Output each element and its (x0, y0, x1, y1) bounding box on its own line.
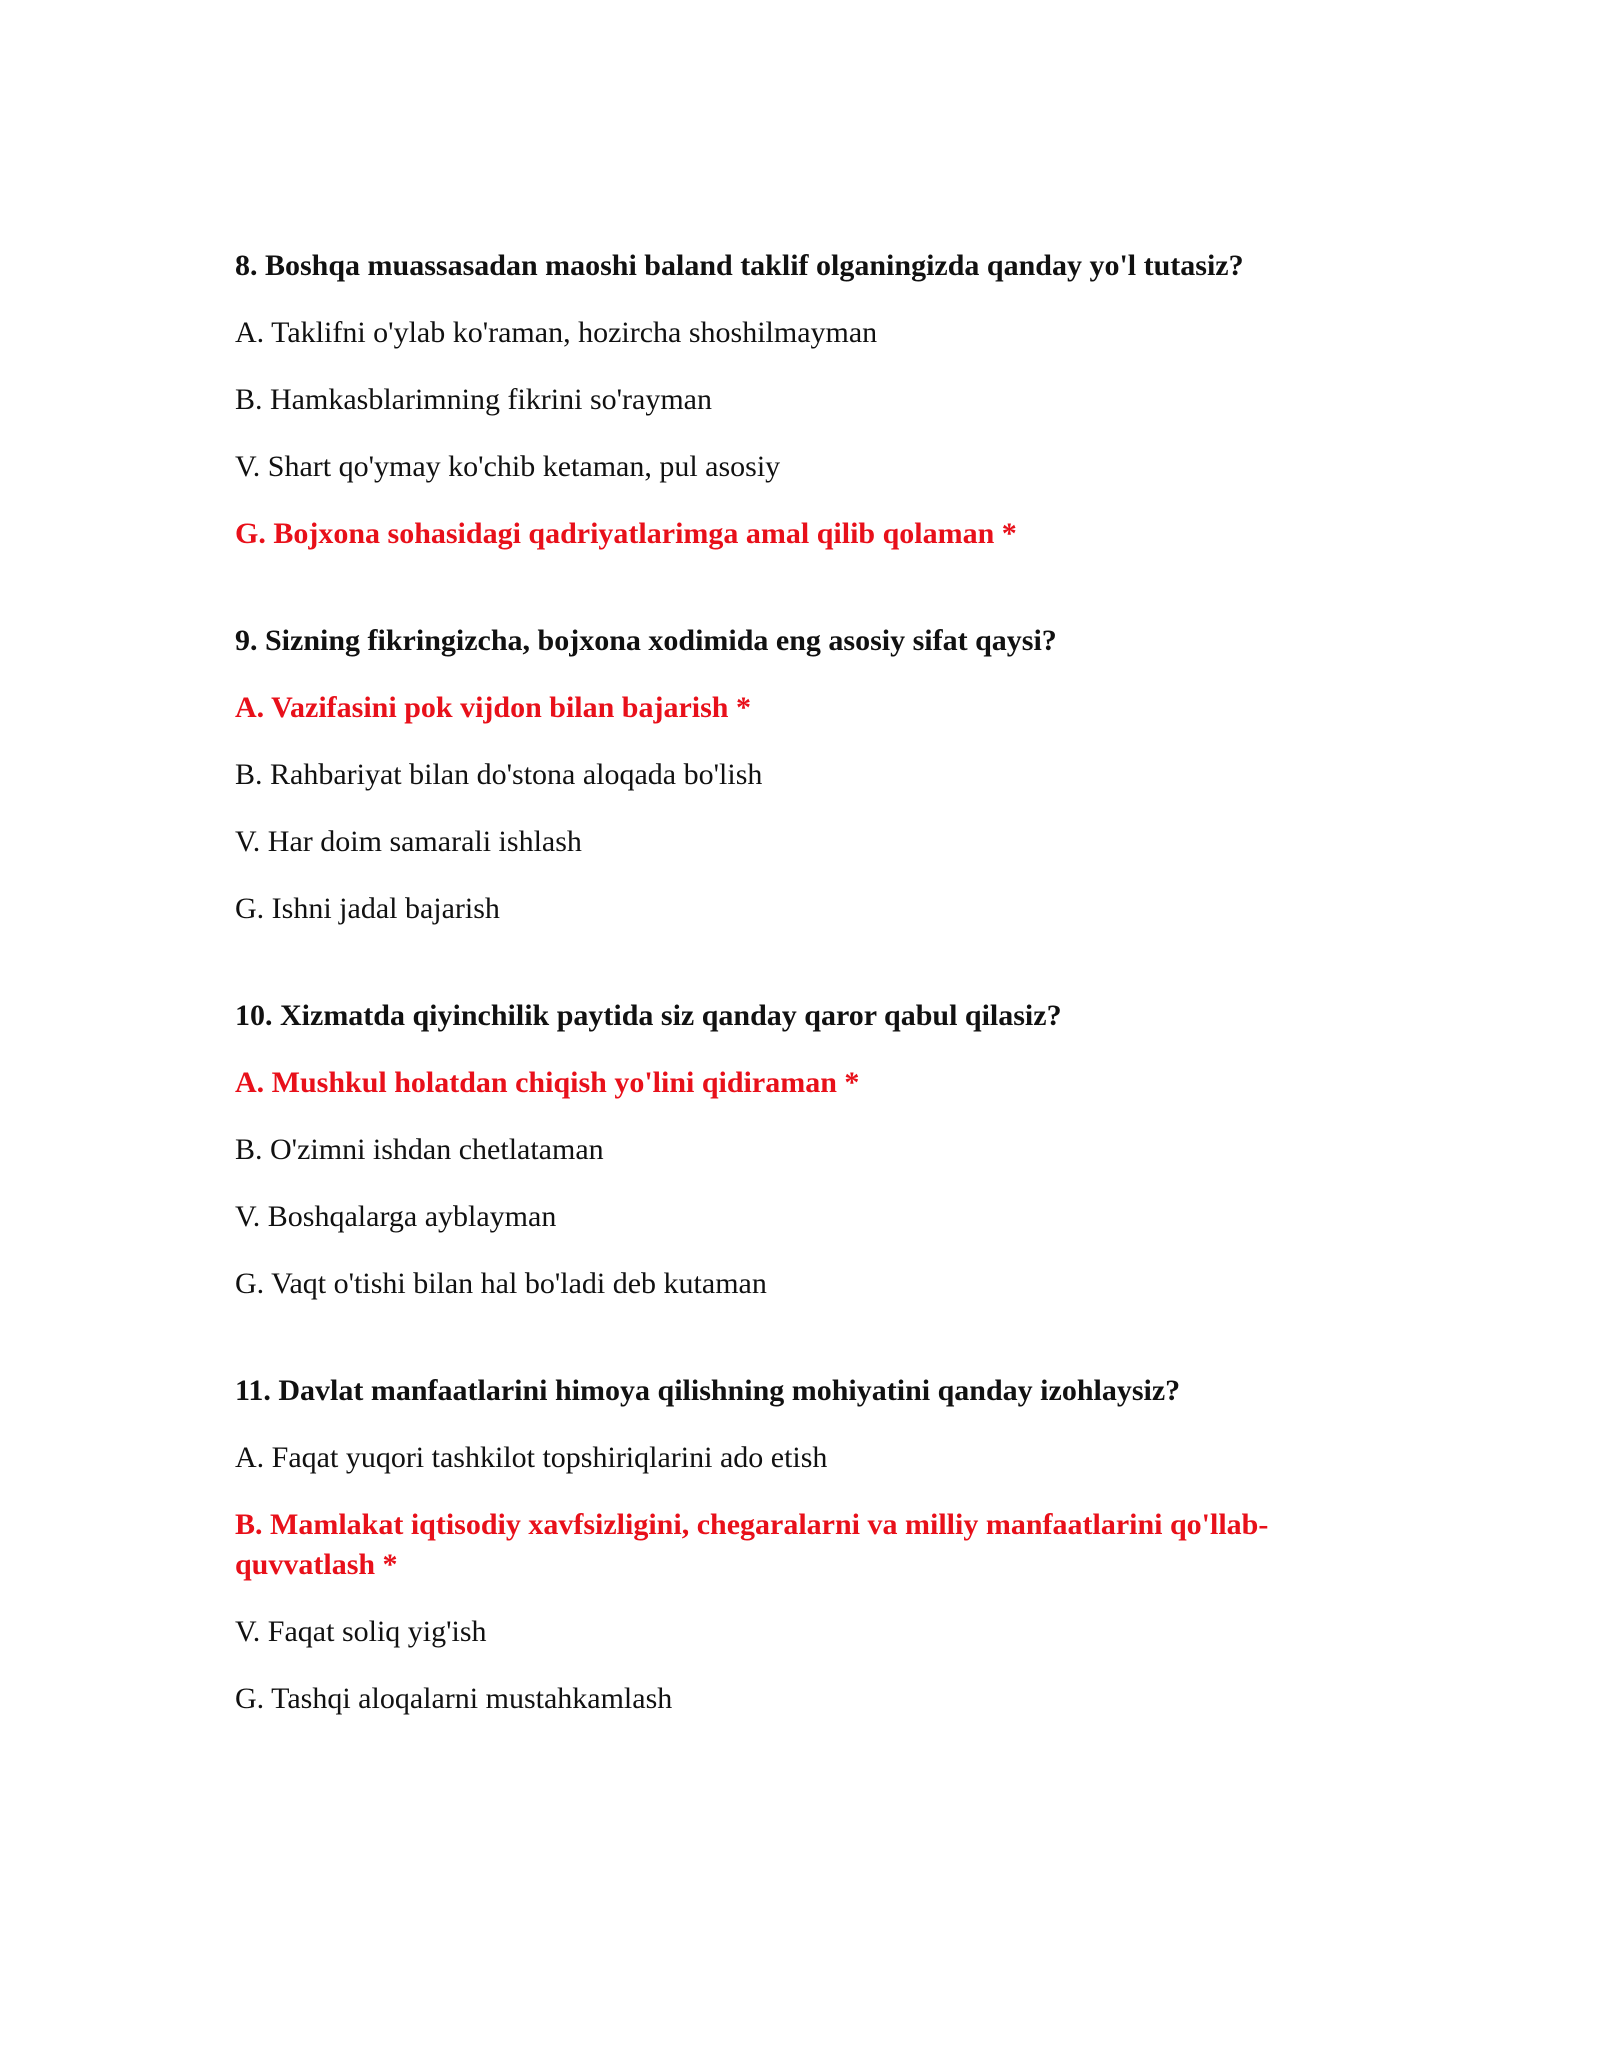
answer-option: V. Faqat soliq yig'ish (235, 1615, 487, 1648)
question-block-11 (235, 1371, 1365, 1719)
question-block-10 (235, 996, 1365, 1304)
answer-option: V. Har doim samarali ishlash (235, 825, 582, 858)
question-text: 10. Xizmatda qiyinchilik paytida siz qanday qaror qabul qilasiz? (235, 999, 1062, 1032)
answer-option: B. O'zimni ishdan chetlataman (235, 1133, 604, 1166)
question-block-8 (235, 246, 1365, 554)
correct-answer-option: G. Bojxona sohasidagi qadriyatlarimga amal qilib qolaman * (235, 517, 1017, 550)
answer-option: G. Ishni jadal bajarish (235, 892, 500, 925)
answer-option: G. Tashqi aloqalarni mustahkamlash (235, 1682, 673, 1715)
question-block-9 (235, 621, 1365, 929)
answer-option: A. Faqat yuqori tashkilot topshiriqlarini ado etish (235, 1441, 828, 1474)
answer-option: V. Shart qo'ymay ko'chib ketaman, pul asosiy (235, 450, 781, 483)
question-text: 8. Boshqa muassasadan maoshi baland taklif olganingizda qanday yo'l tutasiz? (235, 249, 1244, 282)
answer-option: B. Hamkasblarimning fikrini so'rayman (235, 383, 712, 416)
answer-option: B. Rahbariyat bilan do'stona aloqada bo'lish (235, 758, 763, 791)
quiz-content (235, 246, 1365, 1786)
question-text: 11. Davlat manfaatlarini himoya qilishning mohiyatini qanday izohlaysiz? (235, 1374, 1181, 1407)
correct-answer-option: B. Mamlakat iqtisodiy xavfsizligini, chegaralarni va milliy manfaatlarini qo'llab-quvvatlash * (235, 1508, 1269, 1581)
correct-answer-option: A. Mushkul holatdan chiqish yo'lini qidiraman * (235, 1066, 860, 1099)
answer-option: G. Vaqt o'tishi bilan hal bo'ladi deb kutaman (235, 1267, 767, 1300)
answer-option: V. Boshqalarga ayblayman (235, 1200, 557, 1233)
correct-answer-option: A. Vazifasini pok vijdon bilan bajarish * (235, 691, 751, 724)
answer-option: A. Taklifni o'ylab ko'raman, hozircha shoshilmayman (235, 316, 878, 349)
question-text: 9. Sizning fikringizcha, bojxona xodimida eng asosiy sifat qaysi? (235, 624, 1057, 657)
